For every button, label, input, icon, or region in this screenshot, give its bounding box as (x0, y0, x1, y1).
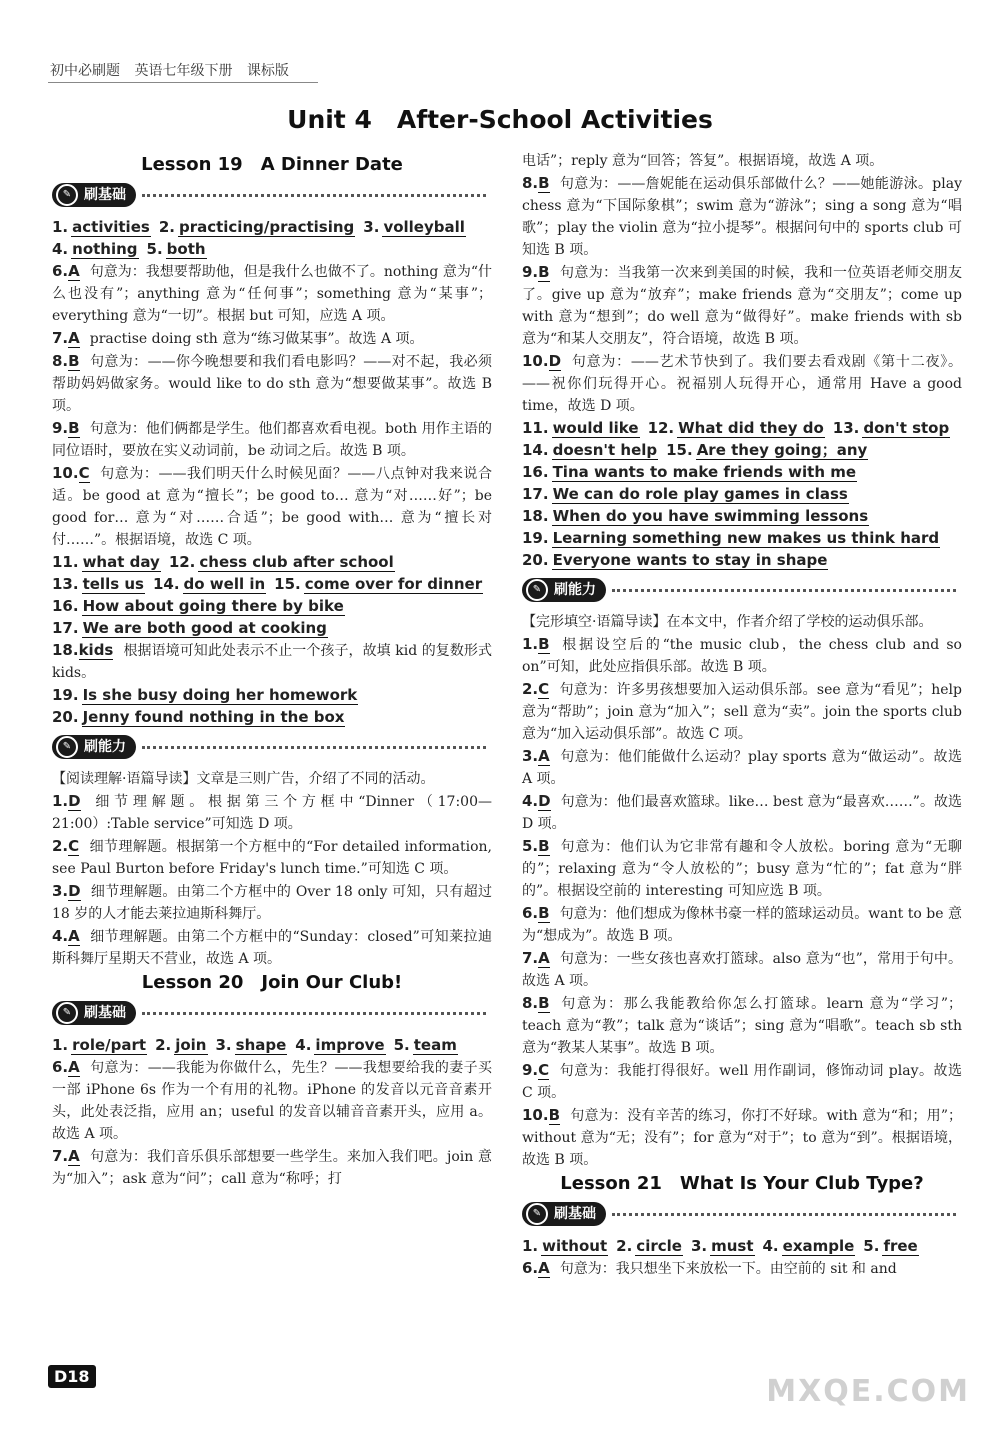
explanation-text: 句意为：我只想坐下来放松一下。由空前的 sit 和 and (559, 1261, 897, 1277)
question-number: 9. (522, 1061, 539, 1079)
answer-number: 11. (52, 553, 79, 571)
explanation-text: 细节理解题。根据第三个方框中“Dinner（17:00—21:00）:Table service”可知选 D 项。 (52, 794, 492, 832)
answer-line (52, 617, 492, 639)
lesson-21-title: Lesson 21 What Is Your Club Type? (560, 1173, 924, 1194)
answer-line (52, 684, 492, 706)
answer-key: A (68, 329, 80, 347)
answer-text: Are they going；any (696, 441, 868, 459)
answer-key: B (538, 174, 550, 192)
question-number: 6. (52, 262, 69, 280)
answer-key: A (68, 1147, 80, 1165)
section-basic (52, 182, 492, 208)
answer-line (52, 216, 492, 238)
answer-key: B (68, 419, 80, 437)
question-number: 2. (522, 680, 539, 698)
question-number: 4. (52, 927, 69, 945)
answer-number: 17. (522, 485, 549, 503)
question (52, 417, 492, 462)
answer-key: C (78, 464, 90, 482)
answer-line (522, 439, 962, 461)
answer-text: team (413, 1036, 457, 1054)
answer-text: don't stop (863, 419, 950, 437)
question (52, 462, 492, 551)
answer-number: 5. (863, 1237, 880, 1255)
question-number: 7. (52, 1147, 69, 1165)
answer-line (522, 461, 962, 483)
badge-basic (522, 1202, 606, 1226)
answer-text: nothing (72, 240, 138, 258)
answer-text: would like (552, 419, 639, 437)
pen-icon: ✎ (56, 184, 78, 206)
question (52, 327, 492, 350)
book-name: 初中必刷题 (50, 63, 120, 79)
answer-number: 12. (168, 553, 196, 571)
answer-key: D (68, 882, 81, 900)
question (52, 835, 492, 880)
badge-label: 刷基础 (554, 1206, 596, 1222)
explanation-text: 句意为：他们最喜欢篮球。like… best 意为“最喜欢……”。故选 D 项。 (522, 794, 962, 832)
badge-label: 刷基础 (84, 187, 126, 203)
explanation-text: practise doing sth 意为“练习做某事”。故选 A 项。 (89, 331, 424, 347)
question-number: 8. (522, 174, 539, 192)
answer-line (52, 706, 492, 728)
answer-number: 3. (690, 1237, 708, 1255)
pen-icon: ✎ (56, 736, 78, 758)
question (522, 745, 962, 790)
answer-line (52, 238, 492, 260)
question (522, 1257, 962, 1280)
answer-text: Learning something new makes us think hard (552, 529, 940, 547)
section-ability (52, 734, 492, 760)
answer-text: We are both good at cooking (82, 619, 327, 637)
answer-number: 18. (522, 507, 549, 525)
answer-number: 13. (52, 575, 79, 593)
dotted-divider (142, 746, 486, 749)
section-ability (522, 577, 962, 603)
answer-text: When do you have swimming lessons (552, 507, 869, 525)
answer-text: We can do role play games in class (552, 485, 848, 503)
page-number: D18 (48, 1365, 96, 1388)
badge-label: 刷能力 (554, 582, 596, 598)
watermark: MXQE.COM (766, 1374, 970, 1409)
answer-number: 4. (762, 1237, 779, 1255)
question (522, 261, 962, 350)
question-number: 8. (522, 994, 539, 1012)
answer-number: 20. (522, 551, 549, 569)
question (52, 1056, 492, 1145)
explanation-text: 句意为：当我第一次来到美国的时候，我和一位英语老师交朋友了。give up 意为“放弃”；make friends 意为“交朋友”；come up with 意为“想到”；do well 意为“做得好”。make friends with sb 意为“和某人交朋友”，符合语境，故选 B 项。 (522, 265, 962, 347)
answer-key: A (68, 927, 80, 945)
answer-key: B (538, 635, 550, 653)
question (522, 835, 962, 902)
question-number: 9. (522, 263, 539, 281)
question (522, 1059, 962, 1104)
question (52, 880, 492, 925)
answer-key: D (68, 792, 81, 810)
explanation-text: 句意为：——詹妮能在运动俱乐部做什么？——她能游泳。play chess 意为“下国际象棋”；swim 意为“游泳”；sing a song 意为“唱歌”；play the violin 意为“拉小提琴”。根据问句中的 sports club 可知选 B 项。 (522, 176, 962, 258)
question (52, 925, 492, 970)
answer-text: doesn't help (552, 441, 658, 459)
answer-number: 17. (52, 619, 79, 637)
answer-line (522, 549, 962, 571)
lesson-20-title: Lesson 20 Join Our Club! (141, 972, 403, 993)
answer-text: chess club after school (199, 553, 394, 571)
answer-number: 19. (522, 529, 549, 547)
question-number: 6. (522, 904, 539, 922)
question-number: 7. (52, 329, 69, 347)
answer-key: A (538, 949, 550, 967)
answer-line (52, 551, 492, 573)
answer-number: 4. (52, 240, 69, 258)
answer-number: 2. (155, 1036, 172, 1054)
section-basic (522, 1201, 962, 1227)
explanation-text: 句意为：没有辛苦的练习，你打不好球。with 意为“和；用”；without 意为“无；没有”；for 意为“对于”；to 意为“到”。根据语境，故选 B 项。 (522, 1108, 962, 1168)
answer-key: C (538, 680, 550, 698)
answer-number: 1. (522, 1237, 539, 1255)
explanation-text: 句意为：许多男孩想要加入运动俱乐部。see 意为“看见”；help 意为“帮助”；join 意为“加入”；sell 意为“卖”。join the sports club 意为“加入运动俱乐部”。故选 C 项。 (522, 682, 962, 742)
answer-key: B (68, 352, 80, 370)
question (522, 947, 962, 992)
answer-text: Is she busy doing her homework (82, 686, 358, 704)
header-rule (48, 82, 318, 83)
answer-key: kids (78, 641, 114, 659)
answer-key: C (68, 837, 80, 855)
answer-text: activities (72, 218, 150, 236)
dotted-divider (142, 194, 486, 197)
answer-number: 5. (393, 1036, 410, 1054)
answer-text: must (711, 1237, 754, 1255)
question (522, 902, 962, 947)
answer-key: D (538, 792, 551, 810)
answer-text: example (782, 1237, 855, 1255)
badge-ability (52, 735, 136, 759)
answer-number: 11. (522, 419, 549, 437)
pen-icon: ✎ (56, 1002, 78, 1024)
answer-text: do well in (183, 575, 266, 593)
reading-intro: 【阅读理解·语篇导读】文章是三则广告，介绍了不同的活动。 (52, 771, 435, 787)
section-basic (52, 1000, 492, 1026)
question-number: 6. (522, 1259, 539, 1277)
answer-key: A (68, 1058, 80, 1076)
answer-text: circle (636, 1237, 682, 1255)
answer-text: improve (315, 1036, 385, 1054)
question-number: 3. (522, 747, 539, 765)
explanation-text: 句意为：他们想成为像林书豪一样的篮球运动员。want to be 意为“想成为”。故选 B 项。 (522, 906, 962, 944)
answer-text: both (166, 240, 206, 258)
answer-key: A (538, 747, 550, 765)
answer-number: 3. (215, 1036, 232, 1054)
answer-number: 15. (666, 441, 693, 459)
answer-key: B (538, 837, 550, 855)
explanation-text: 句意为：——我们明天什么时候见面？——八点钟对我来说合适。be good at 意为“擅长”；be good to… 意为“对……好”；be good for… 意为“对……合适”；be good with… 意为“擅长对付……”。根据语境，故选 C 项。 (52, 466, 492, 548)
answer-key: A (68, 262, 80, 280)
right-column (522, 150, 962, 1280)
explanation-text: 句意为：我们音乐俱乐部想要一些学生。来加入我们吧。join 意为“加入”；ask 意为“问”；call 意为“称呼；打 (52, 1149, 492, 1187)
left-column (52, 152, 492, 1190)
answer-text: How about going there by bike (82, 597, 344, 615)
answer-text: tells us (82, 575, 144, 593)
answer-text: practicing/practising (178, 218, 355, 236)
answer-text: come over for dinner (304, 575, 483, 593)
answer-number: 1. (52, 1036, 69, 1054)
question-number: 7. (522, 949, 539, 967)
question (522, 172, 962, 261)
answer-line (522, 417, 962, 439)
answer-number: 12. (647, 419, 675, 437)
answer-number: 15. (274, 575, 301, 593)
explanation-text: 细节理解题。根据第一个方框中的“For detailed information, see Paul Burton before Friday's lunch time.”可知选 C 项。 (52, 839, 492, 877)
question (52, 1145, 492, 1190)
explanation-text: 句意为：我能打得很好。well 用作副词，修饰动词 play。故选 C 项。 (522, 1063, 962, 1101)
question (522, 992, 962, 1059)
pen-icon: ✎ (526, 1203, 548, 1225)
answer-number: 4. (295, 1036, 312, 1054)
answer-text: volleyball (383, 218, 465, 236)
badge-label: 刷基础 (84, 1005, 126, 1021)
answer-text: shape (235, 1036, 287, 1054)
continued-text: 电话”；reply 意为“回答；答复”。根据语境，故选 A 项。 (522, 153, 884, 169)
question-number: 10. (522, 1106, 549, 1124)
question-number: 10. (52, 464, 79, 482)
badge-basic (52, 183, 136, 207)
question-number: 8. (52, 352, 69, 370)
question (52, 639, 492, 684)
answer-number: 1. (52, 218, 69, 236)
explanation-text: 根据语境可知此处表示不止一个孩子，故填 kid 的复数形式 kids。 (52, 643, 492, 681)
answer-text: join (175, 1036, 207, 1054)
question-number: 1. (52, 792, 69, 810)
explanation-text: 句意为：一些女孩也喜欢打篮球。also 意为“也”，常用于句中。故选 A 项。 (522, 951, 962, 989)
question-number: 4. (522, 792, 539, 810)
explanation-text: 细节理解题。由第二个方框中的“Sunday：closed”可知莱拉迪斯科舞厅星期天不营业，故选 A 项。 (52, 929, 492, 967)
question-number: 1. (522, 635, 539, 653)
question (52, 790, 492, 835)
question-number: 10. (522, 352, 549, 370)
answer-line (522, 505, 962, 527)
answer-number: 14. (522, 441, 549, 459)
question (522, 633, 962, 678)
question-number: 18. (52, 641, 79, 659)
book-header (50, 60, 289, 80)
answer-number: 14. (152, 575, 180, 593)
book-edition: 课标版 (246, 63, 289, 79)
explanation-text: 句意为：——艺术节快到了。我们要去看戏剧《第十二夜》。——祝你们玩得开心。祝福别人玩得开心，通常用 Have a good time，故选 D 项。 (522, 354, 962, 414)
question (522, 1104, 962, 1171)
answer-number: 3. (363, 218, 380, 236)
answer-text: what day (82, 553, 160, 571)
answer-number: 19. (52, 686, 79, 704)
dotted-divider (142, 1012, 486, 1015)
badge-label: 刷能力 (84, 739, 126, 755)
explanation-text: 句意为：那么我能教给你怎么打篮球。learn 意为“学习”；teach 意为“教”；talk 意为“谈话”；sing 意为“唱歌”。teach sb sth 意为“教某人某事”。故选 B 项。 (522, 996, 962, 1056)
answer-key: B (538, 994, 550, 1012)
answer-key: D (548, 352, 562, 370)
explanation-text: 句意为：他们认为它非常有趣和令人放松。boring 意为“无聊的”；relaxing 意为“令人放松的”；busy 意为“忙的”；fat 意为“胖的”。根据设空前的 interesting 可知应选 B 项。 (522, 839, 962, 899)
answer-text: free (883, 1237, 918, 1255)
badge-ability (522, 578, 606, 602)
unit-title: Unit 4 After-School Activities (287, 105, 713, 134)
answer-number: 2. (158, 218, 175, 236)
answer-number: 13. (832, 419, 860, 437)
answer-line (52, 595, 492, 617)
answer-text: Tina wants to make friends with me (552, 463, 857, 481)
question (522, 790, 962, 835)
answer-number: 16. (522, 463, 549, 481)
answer-number: 2. (616, 1237, 633, 1255)
answer-number: 5. (146, 240, 163, 258)
answer-key: B (538, 263, 550, 281)
answer-number: 16. (52, 597, 79, 615)
pen-icon: ✎ (526, 579, 548, 601)
answer-line (52, 573, 492, 595)
answer-text: Jenny found nothing in the box (82, 708, 345, 726)
answer-line (522, 527, 962, 549)
explanation-text: 句意为：我想要帮助他，但是我什么也做不了。nothing 意为“什么也没有”；anything 意为“任何事”；something 意为“某事”；everything 意为“一切”。根据 but 可知，应选 A 项。 (52, 264, 492, 324)
question-number: 2. (52, 837, 69, 855)
question-number: 5. (522, 837, 539, 855)
answer-key: A (538, 1259, 550, 1277)
answer-number: 20. (52, 708, 79, 726)
question-number: 9. (52, 419, 69, 437)
explanation-text: 句意为：——你今晚想要和我们看电影吗？——对不起，我必须帮助妈妈做家务。would like to do sth 意为“想要做某事”。故选 B 项。 (52, 354, 492, 414)
explanation-text: 句意为：——我能为你做什么，先生？——我想要给我的妻子买一部 iPhone 6s 作为一个有用的礼物。iPhone 的发音以元音音素开头，此处表泛指，应用 an；useful 的发音以辅音音素开头，应用 a。故选 A 项。 (52, 1060, 492, 1142)
badge-basic (52, 1001, 136, 1025)
answer-line (52, 1034, 492, 1056)
answer-key: B (538, 904, 550, 922)
question-number: 6. (52, 1058, 69, 1076)
cloze-intro: 【完形填空·语篇导读】在本文中，作者介绍了学校的运动俱乐部。 (522, 614, 933, 630)
explanation-text: 细节理解题。由第二个方框中的 Over 18 only 可知，只有超过 18 岁的人才能去莱拉迪斯科舞厅。 (52, 884, 492, 922)
explanation-text: 句意为：他们能做什么运动？play sports 意为“做运动”。故选 A 项。 (522, 749, 962, 787)
answer-text: without (542, 1237, 608, 1255)
answer-key: C (538, 1061, 550, 1079)
answer-text: What did they do (678, 419, 824, 437)
lesson-19-title: Lesson 19 A Dinner Date (141, 154, 403, 175)
question-number: 3. (52, 882, 69, 900)
answer-text: role/part (72, 1036, 147, 1054)
dotted-divider (612, 1213, 956, 1216)
explanation-text: 句意为：他们俩都是学生。他们都喜欢看电视。both 用作主语的同位语时，要放在实义动词前，be 动词之后。故选 B 项。 (52, 421, 492, 459)
dotted-divider (612, 589, 956, 592)
answer-line (522, 1235, 962, 1257)
explanation-text: 根据设空后的“the music club，the chess club and so on”可知，此处应指俱乐部。故选 B 项。 (522, 637, 962, 675)
question (522, 678, 962, 745)
answer-key: B (548, 1106, 561, 1124)
question (52, 350, 492, 417)
question (522, 350, 962, 417)
answer-line (522, 483, 962, 505)
question (52, 260, 492, 327)
book-subject: 英语七年级下册 (134, 63, 233, 79)
answer-text: Everyone wants to stay in shape (552, 551, 828, 569)
